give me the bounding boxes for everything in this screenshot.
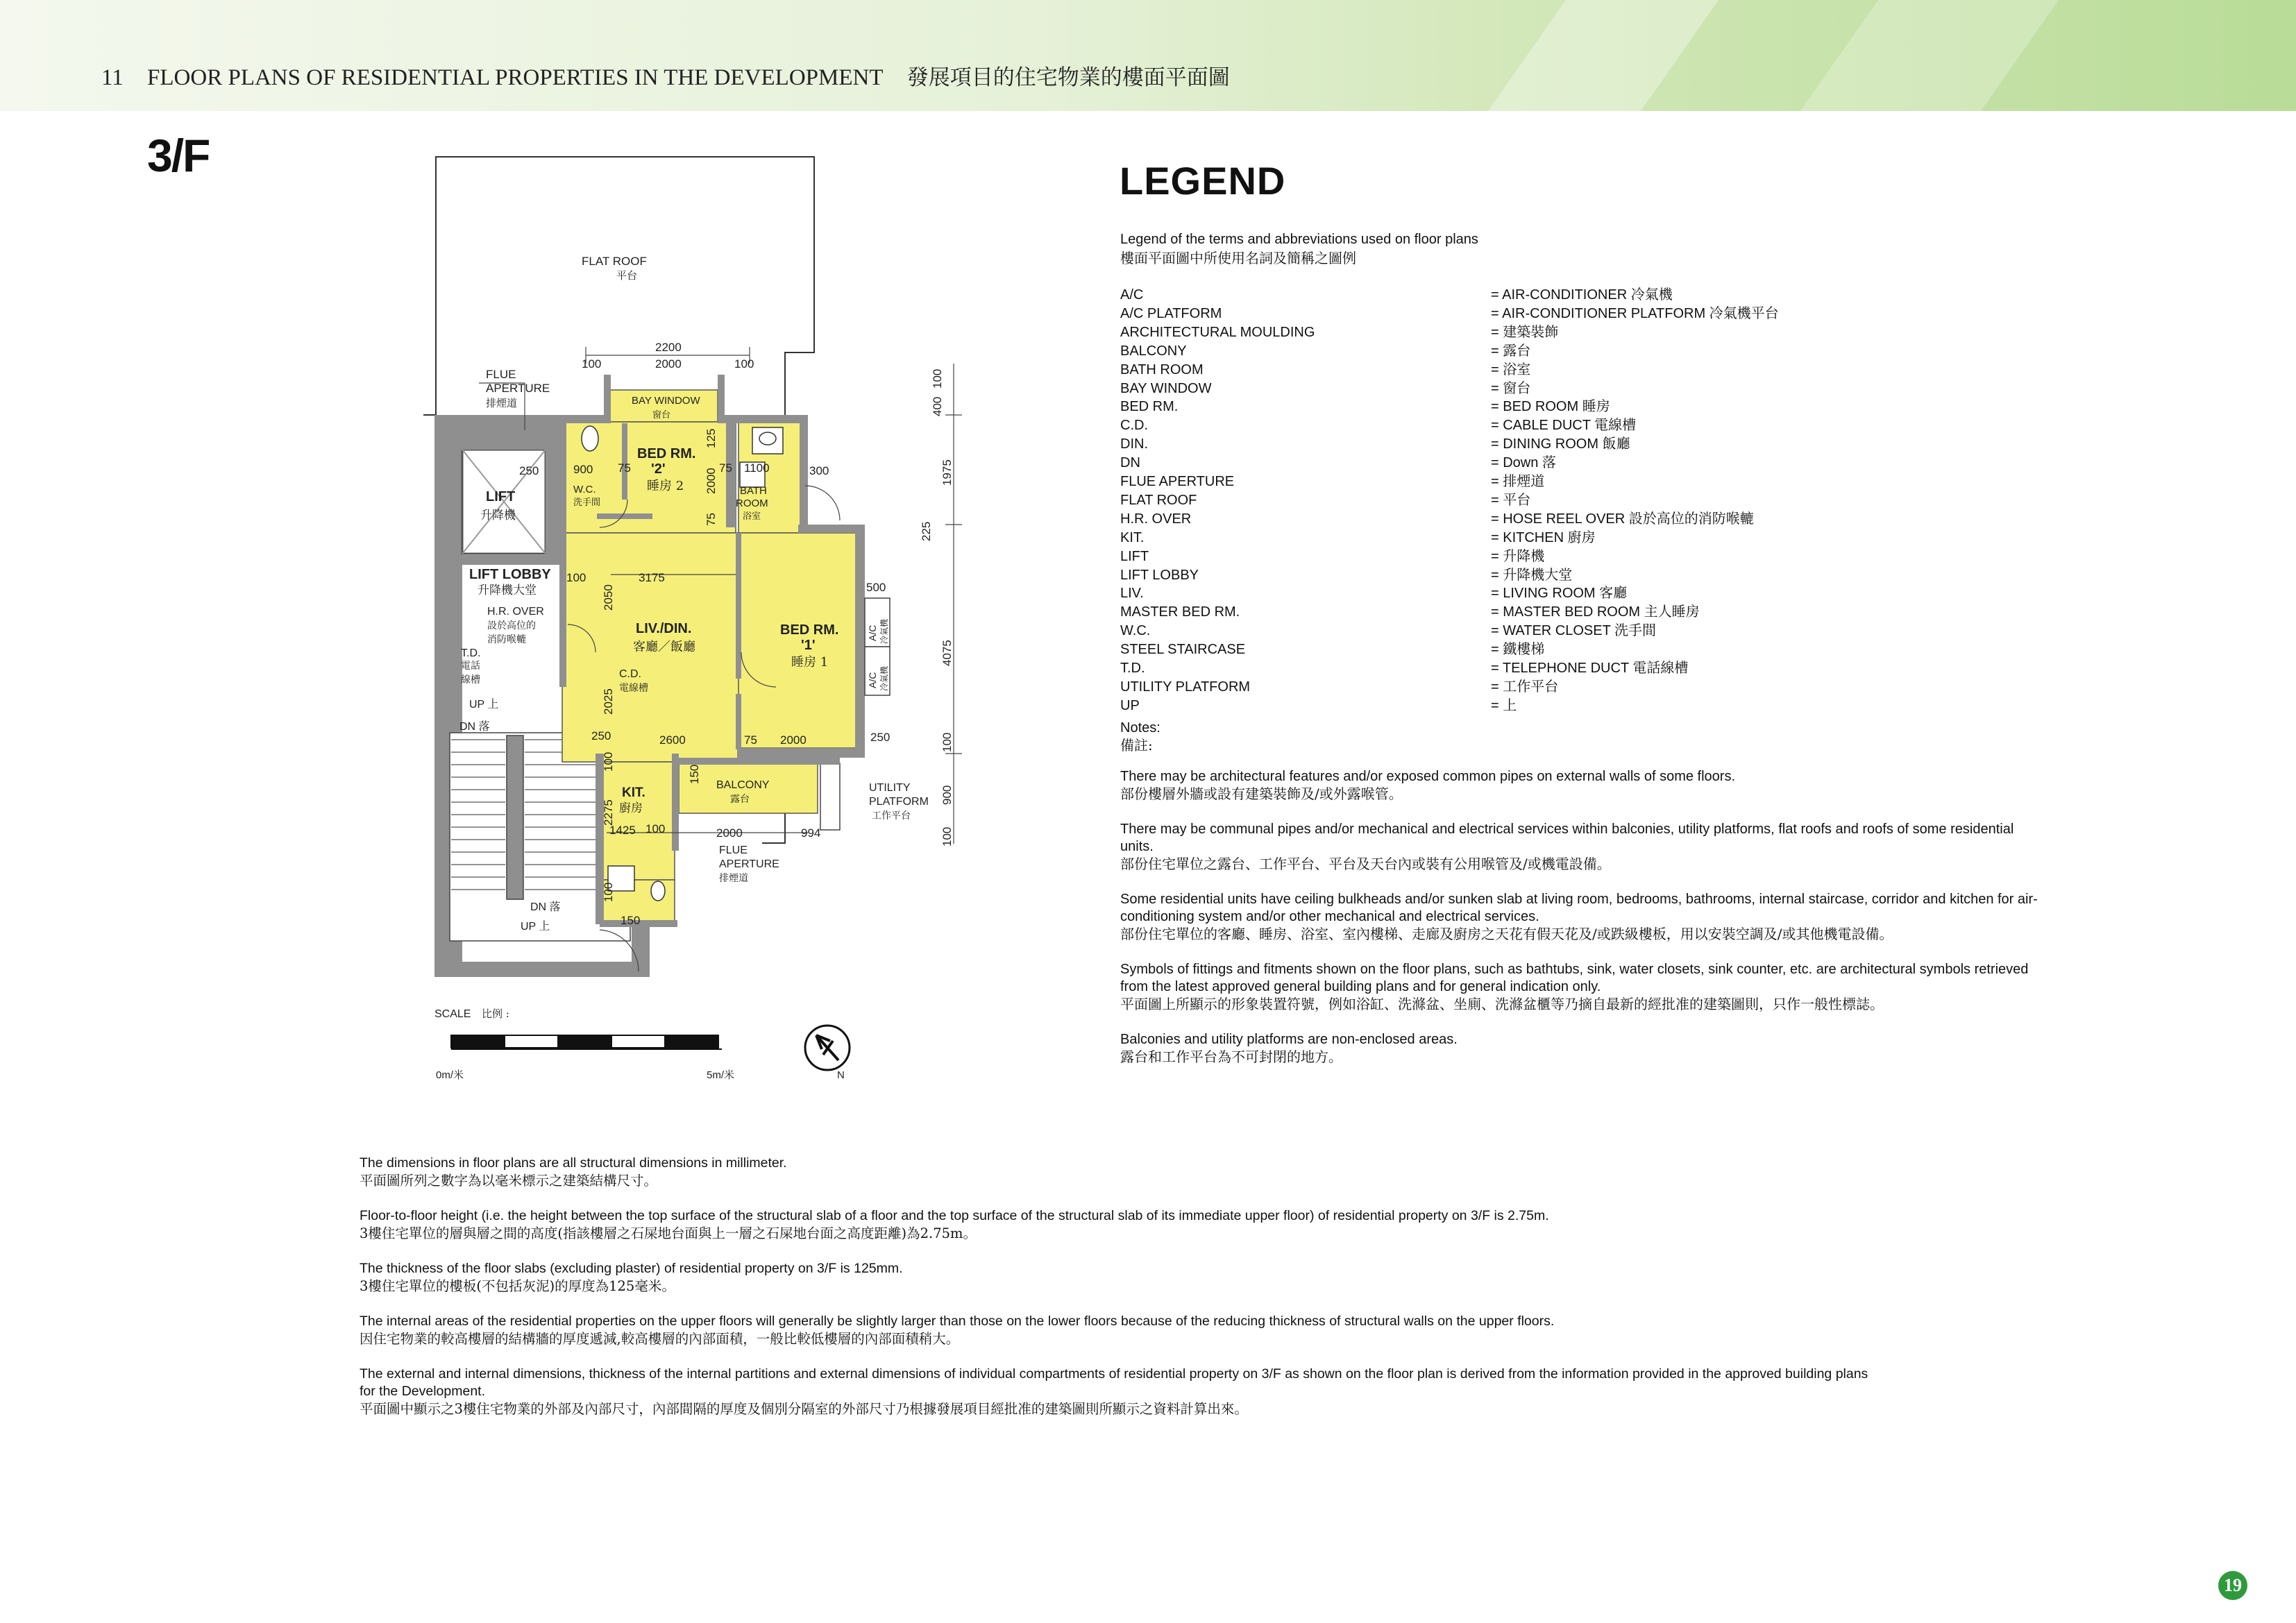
notes-list [1120,768,2043,1066]
bottom-note-en: Floor-to-floor height (i.e. the height between the top surface of the structural slab of a floor and the top surface of the structural slab of its immediate upper floor) of residential property on 3/F is 2.75m. [360,1208,1549,1223]
bottom-note-item [360,1207,1886,1242]
dimension: 2200 [655,341,682,354]
legend-definition: = HOSE REEL OVER 設於高位的消防喉轆 [1491,511,1754,527]
flat-roof-label: FLAT ROOF [582,255,647,268]
bath-basin [759,432,776,445]
dimension: 75 [618,461,631,475]
dimension: 75 [744,733,757,747]
dimension: 100 [602,751,615,772]
dimension: 125 [704,428,718,448]
legend-definition: = TELEPHONE DUCT 電話線槽 [1491,661,1689,676]
dimension: 994 [801,826,821,840]
dimension: 100 [734,357,754,371]
note-text-en: Symbols of fittings and fitments shown on the floor plans, such as bathtubs, sink, water closets, sink counter, etc. are architectural symbols retrieved from the latest approved general building plans and for general indication only. [1120,962,2029,994]
bottom-note-en: The thickness of the floor slabs (excluding plaster) of residential property on 3/F is 125mm. [360,1261,903,1276]
dimension: 500 [866,581,886,594]
notes [1120,720,2043,1084]
legend-term: H.R. OVER [1120,511,1192,527]
legend-definition: = 鐵樓梯 [1491,642,1545,658]
dimension: 100 [566,571,586,584]
legend-definition: = 工作平台 [1491,679,1559,695]
wall [672,754,679,851]
legend-term: T.D. [1120,661,1145,676]
legend-intro-en: Legend of the terms and abbreviations used on floor plans [1120,232,1478,247]
north-label: N [837,1069,845,1081]
note-text-en: Some residential units have ceiling bulkheads and/or sunken slab at living room, bedrooms, bathrooms, internal staircase, corridor and kitchen for air-conditioning system and/or other mechanical and electrical services. [1120,892,2038,924]
dimension: 4075 [940,640,954,666]
legend-term: BATH ROOM [1120,362,1204,377]
legend-definition: = 浴室 [1491,362,1531,377]
legend-title: LEGEND [1120,159,1286,203]
dimension: 2000 [716,826,743,840]
bottom-note-item [360,1313,1886,1348]
legend-definition: = 窗台 [1491,380,1531,396]
header-page-number: 11 [101,65,124,90]
wc-label: W.C. [573,484,596,495]
dn-label: DN 落 [459,721,490,733]
scale-label-cn: 比例 : [482,1008,509,1020]
legend-term: BAY WINDOW [1120,380,1212,396]
dn-label: DN 落 [530,901,561,913]
legend-definition: = DINING ROOM 飯廳 [1491,436,1630,452]
flat-roof-label-cn: 平台 [616,269,638,282]
dimension: 100 [645,822,666,835]
hr-over-label-cn: 設於高位的 [487,620,536,631]
legend-term: A/C PLATFORM [1120,305,1222,321]
scale-bar [451,1035,722,1049]
legend-definition: = BED ROOM 睡房 [1491,399,1610,415]
wall [800,415,808,526]
legend-term: BED RM. [1120,399,1179,415]
legend-term: DIN. [1120,436,1148,452]
kitchen-label-cn: 廚房 [619,801,643,815]
legend-definition: = CABLE DUCT 電線槽 [1491,418,1637,434]
dimension: 2025 [602,688,615,715]
legend-definition: = AIR-CONDITIONER PLATFORM 冷氣機平台 [1491,305,1779,321]
legend-definition: = 升降機大堂 [1491,567,1573,583]
core-wall [434,415,559,440]
legend-term: UP [1120,697,1140,713]
legend-term: LIFT LOBBY [1120,567,1199,583]
dimension: 2275 [602,799,615,826]
notes-heading-en: Notes: [1120,720,1160,736]
td-label-cn: 電話 [461,661,480,672]
cd-label-cn: 電線槽 [619,683,648,694]
page-number-badge: 19 [2218,1571,2247,1600]
legend-definition: = LIVING ROOM 客廳 [1491,586,1628,602]
utility-platform-label: UTILITY [869,782,911,794]
wall [736,694,741,749]
kitchen-label: KIT. [622,785,645,800]
note-item [1120,891,2043,943]
legend-definition: = 排煙道 [1491,474,1545,489]
dimension: 2000 [780,733,807,747]
living-dining-label: LIV./DIN. [636,621,692,636]
scale-segment [558,1035,611,1048]
scale-segment [451,1035,505,1048]
bath-label: BATH [740,485,767,497]
dimension: 2000 [704,468,718,494]
note-item [1120,1031,2043,1066]
wall [559,415,609,423]
dimension: 225 [920,521,933,541]
legend-definition: = 平台 [1491,492,1531,508]
flue-aperture-label: FLUE [719,844,748,856]
bedroom-2-label: BED RM. [637,446,696,461]
legend-intro [1120,230,1478,268]
note-text-cn: 部份住宅單位之露台、工作平台、平台及天台內或裝有公用喉管及/或機電設備。 [1120,856,1611,872]
living-dining-label-cn: 客廳／飯廳 [633,640,695,654]
lift-wall [450,440,554,450]
td-label: T.D. [461,647,481,659]
scale-end: 5m/米 [707,1069,735,1081]
bath-label-cn: 浴室 [743,511,761,522]
flue-aperture-label-cn: 排煙道 [486,397,518,409]
cd-label: C.D. [619,668,641,680]
ac-label-cn: 冷氣機 [879,618,889,644]
dimension: 100 [582,357,602,371]
dimension: 100 [602,882,615,902]
legend-term: W.C. [1120,623,1151,639]
flue-aperture-label: APERTURE [719,858,779,870]
dimension: 900 [573,463,593,476]
wc-toilet [582,426,598,451]
north-arrow-icon [805,1026,850,1070]
legend-term: LIFT [1120,548,1149,564]
dimension: 900 [940,785,954,805]
wall [737,748,865,758]
legend-term: A/C [1120,287,1144,303]
up-label: UP 上 [469,699,499,711]
flue-aperture-label: FLUE [486,368,516,381]
wall [559,423,566,687]
legend-definition: = 上 [1491,697,1517,713]
dimension: 3175 [639,571,665,584]
note-text-cn: 平面圖上所顯示的形象裝置符號，例如浴缸、洗滌盆、坐廁、洗滌盆櫃等乃摘自最新的經批准的建築圖則，只作一般性標誌。 [1120,996,1884,1012]
dimension: 150 [688,764,701,784]
legend-term: DN [1120,455,1140,471]
ac-label: A/C [867,672,878,688]
header-title-en: FLOOR PLANS OF RESIDENTIAL PROPERTIES IN THE DEVELOPMENT [147,65,884,90]
note-text-en: Balconies and utility platforms are non-enclosed areas. [1120,1032,1458,1047]
dimension: 100 [940,826,954,847]
legend-term: UTILITY PLATFORM [1120,679,1251,695]
notes-heading [1120,720,2043,754]
note-text-cn: 露台和工作平台為不可封閉的地方。 [1120,1048,1342,1065]
legend-definition: = Down 落 [1491,455,1556,471]
scale-segment [505,1035,558,1048]
utility-platform-label-2: PLATFORM [869,796,929,808]
legend-intro-cn: 樓面平面圖中所使用名詞及簡稱之圖例 [1120,250,1356,266]
legend-term: C.D. [1120,418,1148,434]
hr-over-label: H.R. OVER [487,606,544,618]
dimension: 1975 [940,459,954,486]
bottom-note-cn: 3樓住宅單位的層與層之間的高度(指該樓層之石屎地台面與上一層之石屎地台面之高度距離)為2.75m。 [360,1225,977,1241]
dimension: 150 [621,914,641,927]
legend-term: BALCONY [1120,343,1187,359]
note-text-en: There may be architectural features and/or exposed common pipes on external walls of some floors. [1120,769,1735,784]
dimension: 250 [591,729,611,742]
bottom-note-cn: 3樓住宅單位的樓板(不包括灰泥)的厚度為125毫米。 [360,1278,675,1294]
legend-term: MASTER BED RM. [1120,604,1240,620]
bottom-note-cn: 因住宅物業的較高樓層的結構牆的厚度遞減,較高樓層的內部面積，一般比較低樓層的內部面積稍大。 [360,1331,960,1347]
wall [597,513,652,519]
lift-wall [450,555,546,565]
hr-over-label-cn2: 消防喉轆 [487,634,526,645]
dimension: 1100 [744,461,770,475]
wall [855,525,865,754]
bottom-note-cn: 平面圖中顯示之3樓住宅物業的外部及內部尺寸，內部間隔的厚度及個別分隔室的外部尺寸乃根據發展項目經批准的建築圖則所顯示之資料計算出來。 [360,1401,1248,1417]
wall [718,415,808,423]
note-text-cn: 部份住宅單位的客廳、睡房、浴室、室內樓梯、走廊及廚房之天花有假天花及/或跌級樓板，用以安裝空調及/或其他機電設備。 [1120,926,1893,942]
utility-platform [820,763,840,830]
bedroom-1-number: '1' [801,638,816,653]
legend-definition: = 建築裝飾 [1491,324,1559,340]
legend-definition: = 露台 [1491,343,1531,359]
bath-label-2: ROOM [736,498,768,509]
td-label-cn2: 線槽 [461,674,480,686]
note-text-en: There may be communal pipes and/or mechanical and electrical services within balconies, utility platforms, flat roofs and roofs of some residential units. [1120,822,2014,854]
wc-label-cn: 洗手間 [573,498,601,508]
bedroom-1-label: BED RM. [780,622,839,638]
stair-well [507,736,523,899]
bottom-note-en: The dimensions in floor plans are all structural dimensions in millimeter. [360,1155,787,1171]
flue-aperture-label-cn: 排煙道 [719,873,748,884]
legend-definition: = AIR-CONDITIONER 冷氣機 [1491,287,1673,303]
bedroom-2-label-cn: 睡房 2 [647,479,684,493]
dimension: 2050 [602,584,615,611]
wall [736,533,741,679]
wall [604,375,611,423]
scale-segment [665,1035,718,1048]
bottom-note-item [360,1260,1886,1295]
ac-label: A/C [867,624,878,641]
balcony-label: BALCONY [716,779,770,791]
note-item [1120,821,2043,873]
door-swing [805,486,840,520]
balcony-label-cn: 露台 [730,794,750,805]
legend-term: ARCHITECTURAL MOULDING [1120,324,1315,340]
ac-label-cn: 冷氣機 [879,665,889,691]
legend-definition: = KITCHEN 廚房 [1491,529,1596,545]
dimension: 250 [870,731,890,744]
dimension: 2600 [659,733,686,747]
kitchen-toilet [651,881,665,901]
bay-window-label-cn: 窗台 [652,410,671,420]
floor-label: 3/F [147,130,210,181]
wall [726,423,736,527]
lift-wall [546,440,559,565]
dimension: 400 [931,396,944,416]
dimension: 300 [809,464,829,477]
legend-term: FLUE APERTURE [1120,474,1235,489]
balcony-frame [679,758,840,765]
dimension: 100 [940,732,954,752]
bottom-note-en: The external and internal dimensions, thickness of the internal partitions and external dimensions of individual compartments of residential property on 3/F as shown on the floor plan is derived from the information provided in the approved building plans for the Development. [360,1366,1868,1399]
bay-window-label: BAY WINDOW [632,395,700,407]
legend-definition: = MASTER BED ROOM 主人睡房 [1491,604,1700,620]
note-item [1120,961,2043,1013]
legend-term: FLAT ROOF [1120,492,1197,508]
dimension: 100 [931,368,944,389]
dimension: 250 [519,464,539,477]
bottom-note-cn: 平面圖所列之數字為以毫米標示之建築結構尺寸。 [360,1173,658,1189]
bedroom-1-label-cn: 睡房 1 [791,655,829,670]
header-title-cn: 發展項目的住宅物業的樓面平面圖 [906,65,1230,90]
note-item [1120,768,2043,803]
flue-aperture-label: APERTURE [486,382,550,395]
legend-definition: = 升降機 [1491,548,1545,564]
scale-segment [611,1035,665,1048]
bottom-note-item [360,1366,1886,1418]
dimension: 75 [719,461,732,475]
bottom-note-item [360,1155,1886,1189]
core-wall [434,962,650,977]
dimension: 75 [704,513,718,526]
bottom-note-en: The internal areas of the residential properties on the upper floors will generally be slightly larger than those on the lower floors because of the reducing thickness of structural walls on the upper floors. [360,1314,1555,1329]
scale-label: SCALE [434,1008,471,1020]
bedroom-2-number: '2' [651,461,666,477]
lift-lobby-label-cn: 升降機大堂 [478,584,537,597]
lift-label: LIFT [486,489,516,504]
utility-platform-label-cn: 工作平台 [872,810,911,822]
bottom-notes [360,1155,1886,1436]
notes-heading-cn: 備註: [1120,737,1153,754]
scale-start: 0m/米 [436,1069,464,1081]
lift-lobby-label: LIFT LOBBY [469,567,551,582]
dimension: 1425 [609,824,636,837]
legend-definition: = WATER CLOSET 洗手間 [1491,623,1656,639]
legend-term: KIT. [1120,529,1145,545]
legend-term: LIV. [1120,586,1144,602]
dimension: 2000 [655,357,682,371]
legend-term: STEEL STAIRCASE [1120,642,1246,658]
up-label: UP 上 [521,921,550,933]
lift-label-cn: 升降機 [480,509,516,522]
note-text-cn: 部份樓層外牆或設有建築裝飾及/或外露喉管。 [1120,785,1403,802]
wall [798,525,863,533]
